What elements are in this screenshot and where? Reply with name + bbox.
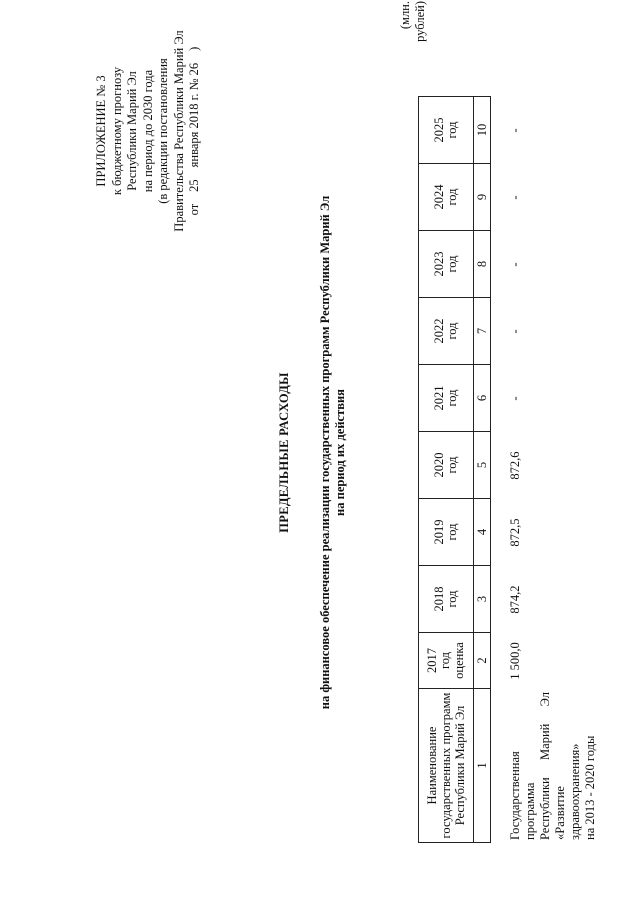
year-note: оценка [451,642,466,679]
program-name-cell [508,689,598,843]
program-name-line: «Развитие здравоохранения» [553,743,582,840]
appendix-line: на период до 2030 года [140,69,155,193]
appendix-line: Республики Марий Эл [125,71,139,191]
year-label: 2020 [431,452,446,478]
column-number-row [474,97,491,843]
document-subtitle: на финансовое обеспечение реализации государственных программ Республики Марий Эл [318,195,332,710]
appendix-line: (в редакции постановления [156,58,170,204]
value-2022: - [508,329,522,334]
year-word: год [438,651,453,670]
header-program-name: Наименование государственных программ Республики Марий Эл [419,689,474,843]
value-2017: 1 500,0 [508,642,522,680]
header-year-2020 [419,432,474,499]
year-word: год [445,456,459,474]
year-word: год [445,188,459,206]
header-year-2022 [419,298,474,365]
year-word: год [445,121,459,139]
column-number: 1 [474,689,491,843]
header-year-2023 [419,231,474,298]
year-word: год [445,255,459,273]
header-year-2021 [419,365,474,432]
column-number: 10 [474,97,491,164]
header-year-2017 [419,633,474,689]
column-number: 4 [474,499,491,566]
value-2018: 874,2 [508,585,522,614]
column-number: 7 [474,298,491,365]
date-from: от [187,203,201,216]
header-row [419,97,474,843]
appendix-block [94,11,203,251]
year-word: год [445,590,459,608]
date-close: ) [187,46,201,51]
resolution-date-line [187,11,203,251]
value-2025: - [508,128,522,133]
value-2024: - [508,195,522,200]
year-label: 2022 [431,318,446,344]
program-name-line: Государственная программа [508,751,537,840]
date-day: 25 [187,179,201,192]
year-label: 2023 [431,251,446,277]
column-number: 6 [474,365,491,432]
header-year-2025 [419,97,474,164]
column-number: 8 [474,231,491,298]
value-2021: - [508,396,522,401]
appendix-line: к бюджетному прогнозу [109,66,124,196]
column-number: 9 [474,164,491,231]
year-label: 2019 [431,519,446,545]
header-year-2019 [419,499,474,566]
appendix-line: Правительства Республики Марий Эл [171,30,186,232]
header-year-2024 [419,164,474,231]
expenses-table-header [418,96,491,843]
year-label: 2018 [431,586,446,612]
table-row [508,97,598,843]
year-word: год [445,523,459,541]
column-number: 3 [474,566,491,633]
value-2020: 872,6 [508,451,522,480]
column-number: 5 [474,432,491,499]
resolution-number: 26 [187,62,201,76]
year-word: год [445,389,459,407]
year-label: 2024 [431,184,446,210]
column-number: 2 [474,633,491,689]
date-month-year: января 2018 г. № [187,78,201,168]
document-title: ПРЕДЕЛЬНЫЕ РАСХОДЫ [277,372,291,533]
program-name-line: Республики Марий Эл [538,692,552,840]
units-label: (млн. рублей) [398,1,427,42]
value-2019: 872,5 [508,518,522,547]
year-label: 2025 [431,117,446,143]
appendix-line: ПРИЛОЖЕНИЕ № 3 [94,75,108,187]
year-label: 2017 [424,648,439,673]
year-word: год [445,322,459,340]
header-year-2018 [419,566,474,633]
document-subtitle-2: на период их действия [333,389,347,516]
year-label: 2021 [431,385,446,411]
program-name-line: на 2013 - 2020 годы [583,735,597,840]
value-2023: - [508,262,522,267]
